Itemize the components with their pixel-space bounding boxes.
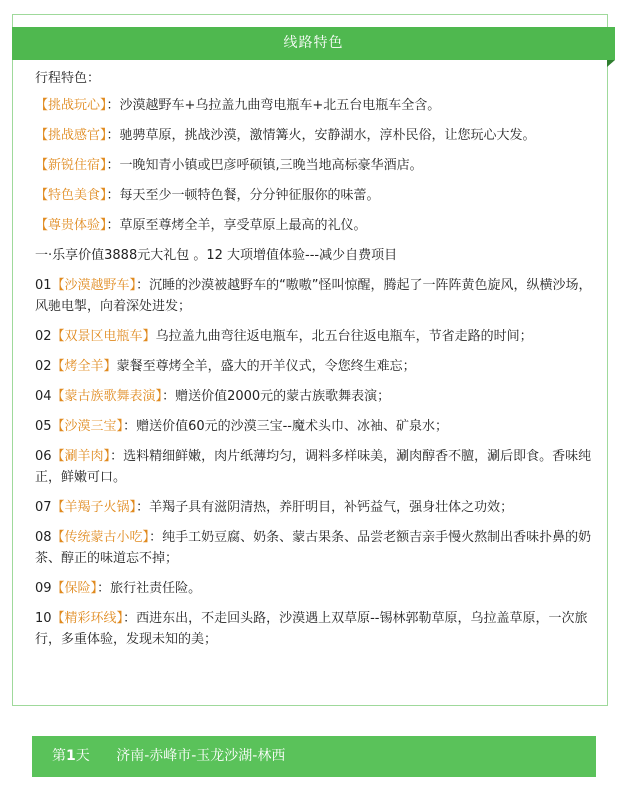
benefit-tag: 【涮羊肉】: [51, 449, 111, 464]
feature-text: ：沙漠越野车+乌拉盖九曲弯电瓶车+北五台电瓶车全含。: [106, 98, 441, 113]
benefit-number: 05: [35, 419, 52, 434]
benefit-line: [35, 356, 597, 377]
benefit-text: ：选料精细鲜嫩，肉片纸薄均匀，调料多样味美，涮肉醇香不膻，涮后即食。香味纯正，鲜嫩可口。: [35, 449, 592, 485]
benefit-number: 02: [35, 329, 52, 344]
features-content: [35, 68, 597, 659]
feature-tag: 【挑战玩心】: [35, 98, 107, 113]
benefit-number: 08: [35, 530, 52, 545]
day-unit: 天: [75, 748, 90, 764]
feature-tag: 【特色美食】: [35, 188, 107, 203]
benefit-text: ：赠送价值60元的沙漠三宝--魔术头巾、冰袖、矿泉水；: [123, 419, 448, 434]
feature-tag: 【新锐住宿】: [35, 158, 107, 173]
benefit-text: ：西进东出，不走回头路，沙漠遇上双草原--锡林郭勒草原，乌拉盖草原，一次旅行，多重体验，发现未知的美；: [35, 611, 588, 647]
feature-tag: 【尊贵体验】: [35, 218, 107, 233]
benefit-tag: 【沙漠越野车】: [51, 278, 137, 293]
day-number: 1: [66, 748, 76, 764]
benefit-text: ：纯手工奶豆腐、奶条、蒙古果条、品尝老额吉亲手慢火熬制出香味扑鼻的奶茶、醇正的味道忘不掉；: [35, 530, 592, 566]
benefit-text: 乌拉盖九曲弯往返电瓶车，北五台往返电瓶车，节省走路的时间；: [155, 329, 533, 344]
benefit-text: ：沉睡的沙漠被越野车的“嗷嗷”怪叫惊醒，腾起了一阵阵黄色旋风，纵横沙场，风驰电掣，向着深处进发；: [35, 278, 592, 314]
benefit-number: 09: [35, 581, 52, 596]
benefit-line: [35, 386, 597, 407]
benefit-tag: 【烤全羊】: [51, 359, 117, 374]
benefit-text: 蒙餐至尊烤全羊，盛大的开羊仪式，令您终生难忘；: [116, 359, 416, 374]
benefit-line: [35, 446, 597, 488]
benefit-line: [35, 497, 597, 518]
feature-line: [35, 95, 597, 116]
day-header: [32, 736, 596, 777]
feature-line: [35, 125, 597, 146]
benefit-number: 10: [35, 611, 52, 626]
gift-package-line: 一·乐享价值3888元大礼包 。12 大项增值体验---减少自费项目: [35, 248, 398, 263]
feature-line: [35, 185, 597, 206]
benefit-text: ：赠送价值2000元的蒙古族歌舞表演；: [162, 389, 391, 404]
benefit-line: [35, 416, 597, 437]
benefit-tag: 【传统蒙古小吃】: [51, 530, 150, 545]
feature-line: [35, 215, 597, 236]
benefit-tag: 【沙漠三宝】: [51, 419, 124, 434]
benefit-text: ：旅行社责任险。: [97, 581, 202, 596]
feature-text: ：草原至尊烤全羊，享受草原上最高的礼仪。: [106, 218, 367, 233]
day-route: 济南-赤峰市-玉龙沙湖-林西: [116, 748, 286, 764]
intro-label: 行程特色：: [35, 71, 101, 86]
benefit-number: 06: [35, 449, 52, 464]
benefit-line: [35, 527, 597, 569]
benefit-number: 02: [35, 359, 52, 374]
day-label: 第: [52, 748, 66, 764]
feature-tag: 【挑战感官】: [35, 128, 107, 143]
benefit-line: [35, 275, 597, 317]
benefit-tag: 【蒙古族歌舞表演】: [51, 389, 163, 404]
feature-text: ：一晚知青小镇或巴彦呼硕镇,三晚当地高标豪华酒店。: [106, 158, 423, 173]
benefit-tag: 【双景区电瓶车】: [51, 329, 156, 344]
benefit-tag: 【保险】: [51, 581, 98, 596]
benefit-line: [35, 578, 597, 599]
feature-text: ：每天至少一顿特色餐，分分钟征服你的味蕾。: [106, 188, 380, 203]
benefit-line: [35, 608, 597, 650]
feature-text: ：驰骋草原，挑战沙漠，激情篝火，安静湖水，淳朴民俗，让您玩心大发。: [106, 128, 536, 143]
benefit-text: ：羊羯子具有滋阴清热，养肝明目，补钙益气，强身壮体之功效；: [136, 500, 514, 515]
section-title-banner: [12, 27, 615, 60]
benefit-tag: 【精彩环线】: [51, 611, 124, 626]
feature-line: [35, 155, 597, 176]
benefit-number: 01: [35, 278, 52, 293]
benefit-number: 04: [35, 389, 52, 404]
benefit-tag: 【羊羯子火锅】: [51, 500, 137, 515]
benefit-line: [35, 326, 597, 347]
benefit-number: 07: [35, 500, 52, 515]
section-title: 线路特色: [283, 35, 344, 51]
